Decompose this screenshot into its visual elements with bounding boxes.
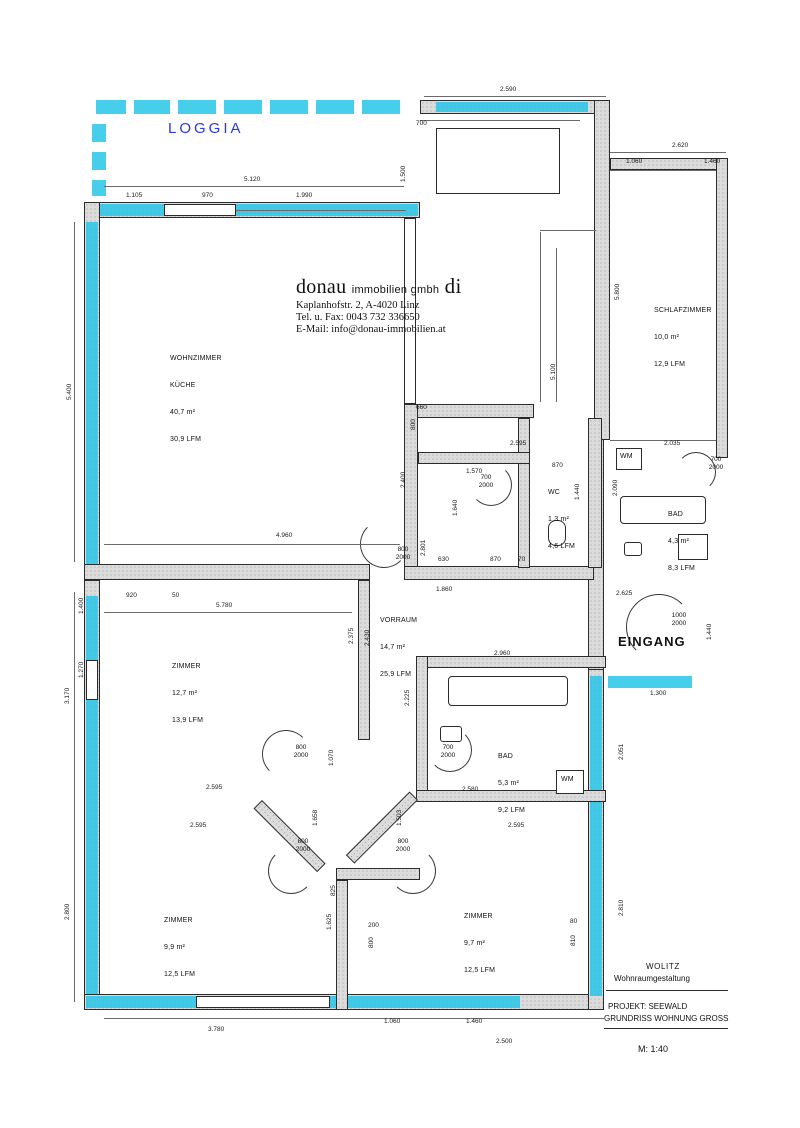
dim-lo-200: 200 [368,922,379,929]
room-bad1-name: BAD [668,511,683,518]
dimline-ul-1 [104,186,404,187]
loggia-highlight-7 [362,100,400,114]
dim-top-700: 700 [416,120,427,127]
dim-c-630: 630 [438,556,449,563]
titleblock-divider-2 [604,1028,728,1029]
door-width-6: 800 [295,744,307,751]
door-label-zimmer3 [386,838,420,854]
dim-b-2500: 2.500 [496,1038,513,1045]
room-zimmer2-lfm: 12,5 LFM [164,971,196,978]
dim-lo-2225: 2.225 [404,689,411,706]
room-wohnzimmer-line2: KÜCHE [170,382,196,389]
loggia-highlight-1 [96,100,126,114]
dim-c-5800: 5.800 [614,283,621,300]
kitchen-unit [436,128,560,194]
dim-ul-970: 970 [202,192,213,199]
dim-top-1460: 1.460 [704,158,721,165]
door-label-zimmer1 [284,744,318,760]
agency-stamp [296,274,508,335]
door-height-8: 2000 [395,846,411,853]
room-zimmer-3 [464,894,495,993]
wall-mid-horizontal [84,564,370,580]
room-zimmer1-name: ZIMMER [172,663,201,670]
loggia-highlight-left-1 [92,124,106,142]
door-width-3: 700 [710,456,722,463]
dim-c-800: 800 [410,419,417,430]
door-height-4: 2000 [671,620,687,627]
dim-lo-2051: 2.051 [618,743,625,760]
dim-lo-1658: 1.658 [312,809,319,826]
dimline-bottom [104,1018,604,1019]
dim-ul-1105: 1.105 [126,192,143,199]
wm-label-1: WM [620,453,633,460]
dim-c-2595: 2.595 [510,440,527,447]
dim-lo-825: 825 [330,885,337,896]
room-bad2-name: BAD [498,753,513,760]
door-height-5: 2000 [440,752,456,759]
stamp-email: E-Mail: info@donau-immobilien.at [296,324,446,335]
titleblock-project: PROJEKT: SEEWALD [608,1002,688,1011]
dim-lo-50: 50 [172,592,180,599]
door-height-1: 2000 [395,554,411,561]
room-zimmer2-name: ZIMMER [164,917,193,924]
room-bad1-lfm: 8,3 LFM [668,565,696,572]
dim-top-1060: 1.060 [626,158,643,165]
dim-top-2620: 2.620 [672,142,689,149]
wall-hl-left-lower-b [86,700,98,996]
titleblock-plan: GRUNDRISS WOHNUNG GROSS [604,1014,729,1023]
room-schlafzimmer-area: 10,0 m² [654,334,680,341]
entrance-label: EINGANG [618,634,686,649]
wall-hl-left-lower-a [86,596,98,660]
room-vorraum-lfm: 25,9 LFM [380,671,412,678]
room-zimmer-2 [164,898,195,997]
dim-left-1400: 1.400 [78,597,85,614]
dim-c-2625: 2.625 [616,590,633,597]
dim-lo-1625: 1.625 [326,913,333,930]
loggia-highlight-5 [270,100,308,114]
wall-zimmer-divider-lower [336,880,348,1010]
dim-c-1570: 1.570 [466,468,483,475]
room-bad-2 [498,734,525,833]
room-vorraum [380,598,417,697]
line-hall-1 [540,230,596,231]
room-schlafzimmer-lfm: 12,9 LFM [654,361,686,368]
wall-bad2-top [416,656,606,668]
dim-c-2090: 2.090 [612,479,619,496]
dim-c-70: 70 [518,556,526,563]
dim-lo-2595a: 2.595 [206,784,223,791]
dimline-left-1 [74,222,75,562]
stamp-company-suffix: di [444,274,462,298]
titleblock-company1: WOLITZ [646,962,680,971]
bathtub-2 [448,676,568,706]
titleblock-company2: Wohnraumgestaltung [614,974,690,983]
sink-1 [624,542,642,556]
door-label-zimmer2 [286,838,320,854]
dimline-top-2 [610,152,726,153]
door-width-2: 700 [480,474,492,481]
line-schlaf-2 [610,440,716,441]
stamp-company-sub: immobilien gmbh [351,284,440,296]
line-kitchen-counter [420,120,580,121]
room-zimmer1-area: 12,7 m² [172,690,198,697]
dimline-lo-1 [104,612,352,613]
stamp-address: Kaplanhofstr. 2, A-4020 Linz [296,300,420,311]
dim-c-660: 660 [416,404,427,411]
door-arc-zimmer3 [390,848,436,894]
room-bad1-area: 4,3 m² [668,538,690,545]
wall-hl-right-lower [590,676,602,996]
stamp-phone: Tel. u. Fax: 0043 732 336650 [296,312,420,323]
room-wc-name: WC [548,489,561,496]
dim-lo-920: 920 [126,592,137,599]
loggia-highlight-left-2 [92,152,106,170]
door-height-6: 2000 [293,752,309,759]
dim-ul-5120: 5.120 [244,176,261,183]
wall-zimmer-divider [358,580,370,740]
loggia-highlight-2 [134,100,170,114]
room-wohnzimmer-lfm: 30,9 LFM [170,436,202,443]
room-wohnzimmer [170,336,222,462]
dim-lo-1070: 1.070 [328,749,335,766]
dim-left-3170: 3.170 [64,687,71,704]
wall-hl-bottom-a [86,996,196,1008]
room-zimmer-1 [172,644,203,743]
room-schlafzimmer [654,288,712,387]
dim-lo-800: 800 [368,937,375,948]
wall-hl-left-upper [86,222,98,570]
line-schlaf-1 [610,170,716,171]
loggia-highlight-4 [224,100,262,114]
dim-lo-2580: 2.580 [462,786,479,793]
dim-c-1640: 1.640 [452,499,459,516]
dimline-left-2 [74,592,75,1002]
dim-ul-1990: 1.990 [296,192,313,199]
dim-c-2400: 2.400 [400,471,407,488]
titleblock-divider [606,990,728,991]
dim-lo-1300: 1.300 [650,690,667,697]
room-vorraum-area: 14,7 m² [380,644,406,651]
door-width-1: 800 [397,546,409,553]
window-top-1 [164,204,236,216]
dim-lo-5780: 5.780 [216,602,233,609]
dim-c-1440b: 1.440 [706,623,713,640]
dim-lo-2960: 2.960 [494,650,511,657]
dimline-top-1 [424,96,606,97]
wall-hl-bottom-b [330,996,520,1008]
wall-bad-top [418,452,530,464]
dim-top-2590: 2.590 [500,86,517,93]
dim-left-2800: 2.800 [64,903,71,920]
titleblock-scale: M: 1:40 [638,1044,669,1054]
dim-c-4960: 4.960 [276,532,293,539]
window-left-1 [86,660,98,700]
loggia-label: LOGGIA [168,120,244,137]
wall-bad2-left [416,656,428,802]
dim-c-2801: 2.801 [420,539,427,556]
door-height-3: 2000 [708,464,724,471]
room-wc-area: 1,3 m² [548,516,570,523]
door-label-entrance [662,612,696,628]
wall-hl-top-right [436,102,588,112]
wall-wc-right [588,418,602,568]
dim-left-1270: 1.270 [78,661,85,678]
room-bad2-area: 5,3 m² [498,780,520,787]
dim-lo-2375: 2.375 [348,627,355,644]
stamp-company-main: donau [296,276,347,298]
room-zimmer3-area: 9,7 m² [464,940,486,947]
dim-lo-80: 80 [570,918,578,925]
dim-lo-2595b: 2.595 [190,822,207,829]
dim-lo-2595c: 2.595 [508,822,525,829]
wall-schlafzimmer-right [716,158,728,458]
door-arc-zimmer2 [268,848,314,894]
dim-c-1440: 1.440 [574,483,581,500]
dim-c-5100: 5.100 [550,363,557,380]
window-bottom-1 [196,996,330,1008]
dim-left-5400: 5.400 [66,383,73,400]
room-bad2-lfm: 9,2 LFM [498,807,526,814]
room-zimmer3-lfm: 12,5 LFM [464,967,496,974]
door-label-2 [470,474,502,490]
wall-right-upper [594,100,610,440]
dim-lo-1503: 1.503 [396,809,403,826]
room-schlafzimmer-name: SCHLAFZIMMER [654,307,712,314]
door-width-7: 800 [297,838,309,845]
dim-lo-810: 810 [570,935,577,946]
dim-ul-1500: 1.500 [400,165,407,182]
room-zimmer3-name: ZIMMER [464,913,493,920]
dim-b-3780: 3.780 [208,1026,225,1033]
line-hall-2 [540,232,541,402]
room-wohnzimmer-area: 40,7 m² [170,409,196,416]
door-label-1 [386,546,420,562]
room-wc-lfm: 4,6 LFM [548,543,576,550]
dim-b-1060: 1.060 [384,1018,401,1025]
room-vorraum-name: VORRAUM [380,617,418,624]
dim-lo-2430: 2.430 [364,629,371,646]
door-width-8: 800 [397,838,409,845]
dim-c-870b: 870 [490,556,501,563]
dim-c-870: 870 [552,462,563,469]
room-zimmer2-area: 9,9 m² [164,944,186,951]
dim-c-2035: 2.035 [664,440,681,447]
room-wc [548,470,575,569]
door-height-2: 2000 [478,482,494,489]
room-wohnzimmer-name: WOHNZIMMER [170,355,222,362]
wall-hl-entrance [608,676,692,688]
door-width-4: 1000 [671,612,687,619]
dim-b-1460: 1.460 [466,1018,483,1025]
door-height-7: 2000 [295,846,311,853]
dim-c-1860: 1.860 [436,586,453,593]
dim-lo-2810: 2.810 [618,899,625,916]
door-label-3 [700,456,732,472]
door-width-5: 700 [442,744,454,751]
room-bad-1 [668,492,695,591]
door-label-bad2 [432,744,464,760]
loggia-highlight-left-3 [92,180,106,196]
loggia-highlight-6 [316,100,354,114]
dimline-c-4960 [104,544,400,545]
loggia-highlight-3 [178,100,216,114]
room-zimmer1-lfm: 13,9 LFM [172,717,204,724]
wm-label-2: WM [561,776,574,783]
